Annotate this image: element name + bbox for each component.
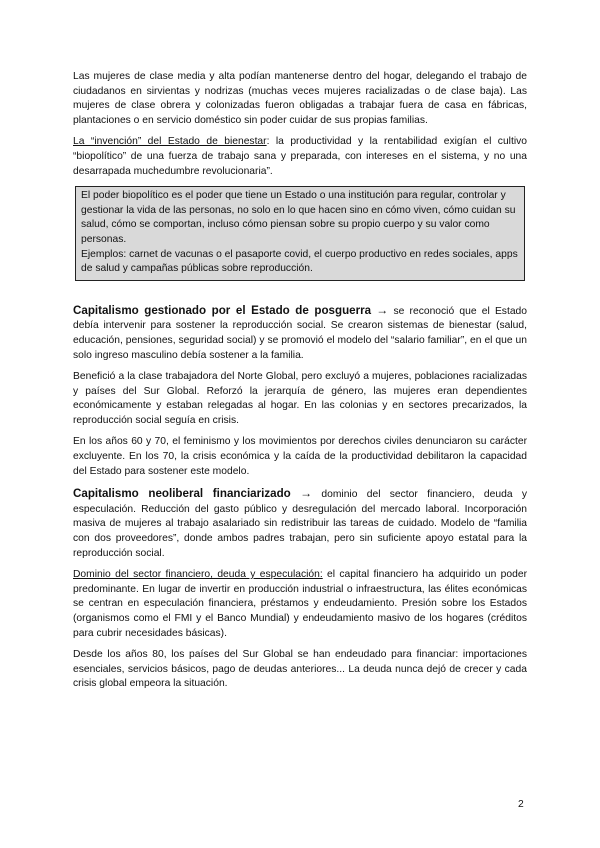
page-content [73, 70, 527, 699]
paragraph-dominio-financiero [73, 568, 527, 641]
paragraph-text: el capital financiero ha adquirido un poder predominante. En lugar de invertir en producción industrial o infraestructura, las élites económicas se centran en especulación financiera, préstamos y endeudamiento. Presión sobre los Estados (organismos como el FMI y el Banco Mundial) y endeudamiento masivo de los hogares (créditos para cubrir necesidades básicas). [73, 569, 527, 639]
paragraph-deuda-sur-global [73, 648, 527, 692]
paragraph-anos-60-70 [73, 435, 527, 479]
right-arrow-icon: → [376, 302, 389, 317]
paragraph-beneficio [73, 370, 527, 428]
paragraph-text: Las mujeres de clase media y alta podían mantenerse dentro del hogar, delegando el trabajo de ciudadanos en sirvientas y nodrizas (muchas veces mujeres racializadas o de clase baja). Las mujeres de clase obrera y colonizadas fueron obligadas a trabajar fuera de casa en fábricas, plantaciones o en servicio doméstico sin poder cuidar de sus propias familias. [73, 71, 527, 126]
section-heading: Capitalismo gestionado por el Estado de posguerra [73, 303, 372, 317]
right-arrow-icon: → [300, 486, 313, 501]
paragraph-text: se reconoció que el Estado debía intervenir para sostener la reproducción social. Se crearon sistemas de bienestar (salud, educación, pensiones, seguridad social) y se promovió el modelo del “salario familiar”, en el que un solo ingreso masculino debía sostener a la familia. [73, 305, 527, 361]
paragraph-text: En los años 60 y 70, el feminismo y los movimientos por derechos civiles denunciaron su carácter excluyente. En los 70, la crisis económica y la caída de la productividad debilitaron la capacidad del Estado para sostener este modelo. [73, 436, 527, 477]
page-number: 2 [518, 799, 524, 810]
paragraph-text: dominio del sector financiero, deuda y especulación. Reducción del gasto público y desregulación del mercado laboral. Incorporación masiva de mujeres al trabajo asalariado sin redistribuir las tareas de cuidado. Modelo de “familia con dos proveedores”, donde ambos padres trabajan, pero sin suficiente apoyo estatal para la reproducción social. [73, 489, 528, 559]
section-heading: Capitalismo neoliberal financiarizado [73, 487, 291, 501]
paragraph-capitalismo-posguerra [73, 303, 527, 363]
definition-box-biopolitico [75, 186, 525, 281]
underlined-heading: Dominio del sector financiero, deuda y especulación: [73, 569, 323, 581]
paragraph-text: : la productividad y la rentabilidad exigían el cultivo “biopolítico” de una fuerza de trabajo sana y preparada, con intereses en el sistema, y no una desarrapada muchedumbre revolucionaria”. [73, 136, 527, 177]
paragraph-text: Desde los años 80, los países del Sur Global se han endeudado para financiar: importaciones esenciales, servicios básicos, pago de deudas anteriores... La deuda nunca dejó de crecer y cada crisis global empeora la situación. [73, 649, 527, 690]
paragraph-clases-mujeres [73, 70, 527, 128]
box-examples-text: Ejemplos: carnet de vacunas o el pasaporte covid, el cuerpo productivo en redes sociales, apps de salud y campañas públicas sobre reproducción. [81, 248, 518, 275]
underlined-heading: La “invención” del Estado de bienestar [73, 136, 267, 148]
paragraph-capitalismo-neoliberal [73, 486, 527, 561]
box-definition-text: El poder biopolítico es el poder que tiene un Estado o una institución para regular, controlar y gestionar la vida de las personas, no solo en lo que hacen sino en cómo viven, cómo cuidan su salud, cómo se comportan, incluso cómo piensan sobre su propio cuerpo y su valor como personas. [81, 190, 516, 245]
paragraph-text: Benefició a la clase trabajadora del Norte Global, pero excluyó a mujeres, poblaciones racializadas y países del Sur Global. Reforzó la jerarquía de género, las mujeres eran dependientes económicamente y estaban relegadas al hogar. En las colonias y en sectores precarizados, la reproducción social seguía en crisis. [73, 371, 527, 426]
paragraph-estado-bienestar [73, 135, 527, 179]
